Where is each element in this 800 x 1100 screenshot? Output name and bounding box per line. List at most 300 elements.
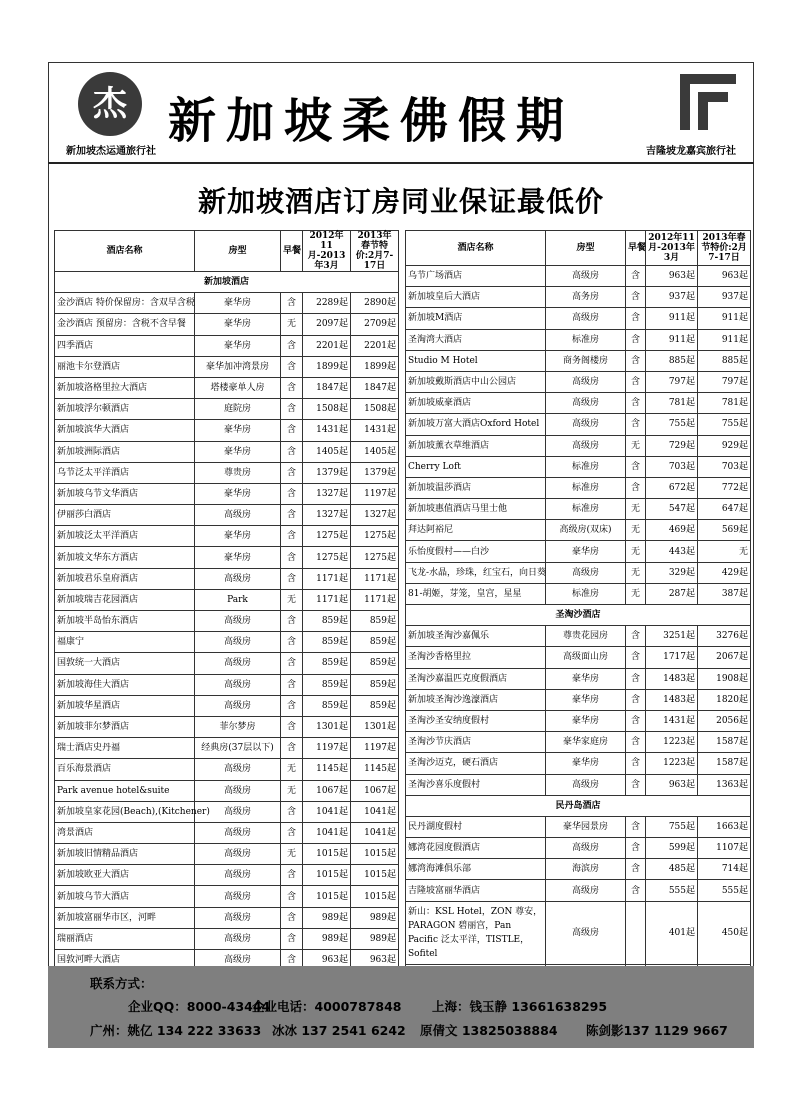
price-a: 1327起 [303, 505, 351, 526]
room-type: 高级房 [546, 308, 626, 329]
room-type: 尊贵房 [195, 462, 281, 483]
hotel-name: Cherry Loft [406, 456, 546, 477]
price-b: 1015起 [351, 886, 399, 907]
price-a: 1197起 [303, 738, 351, 759]
table-row [55, 462, 399, 483]
table-row [406, 414, 751, 435]
price-a: 1847起 [303, 377, 351, 398]
breakfast: 无 [626, 520, 646, 541]
price-a: 329起 [646, 562, 698, 583]
room-type: 豪华房 [195, 314, 281, 335]
room-type: 高级房 [195, 928, 281, 949]
breakfast: 含 [626, 689, 646, 710]
room-type: 高级房 [195, 950, 281, 971]
hotel-name: 湾景酒店 [55, 822, 195, 843]
breakfast: 含 [281, 865, 303, 886]
price-a: 555起 [646, 880, 698, 901]
hotel-name: 新加坡惠值酒店马里士他 [406, 499, 546, 520]
price-b: 569起 [698, 520, 751, 541]
breakfast: 含 [626, 668, 646, 689]
agency-name-left: 新加坡杰运通旅行社 [66, 146, 156, 157]
room-type: Park [195, 589, 281, 610]
price-a: 885起 [646, 350, 698, 371]
table-row [406, 435, 751, 456]
breakfast: 含 [626, 371, 646, 392]
price-b: 1041起 [351, 822, 399, 843]
room-type: 高级房 [546, 774, 626, 795]
breakfast: 含 [626, 732, 646, 753]
breakfast: 含 [626, 880, 646, 901]
price-b: 1301起 [351, 716, 399, 737]
price-a: 1379起 [303, 462, 351, 483]
room-type: 豪华房 [195, 441, 281, 462]
price-b: 2067起 [698, 647, 751, 668]
table-row [55, 780, 399, 801]
col-room-type: 房型 [195, 231, 281, 272]
price-a: 911起 [646, 329, 698, 350]
table-row [55, 844, 399, 865]
shanghai-contact: 钱玉静 13661638295 [469, 999, 608, 1014]
table-row [55, 356, 399, 377]
price-a: 1275起 [303, 547, 351, 568]
price-a: 2097起 [303, 314, 351, 335]
price-a: 1171起 [303, 568, 351, 589]
room-type: 高级房 [195, 907, 281, 928]
table-row [406, 308, 751, 329]
table-row [406, 774, 751, 795]
price-b: 797起 [698, 371, 751, 392]
hotel-name: 新加坡薰衣草维酒店 [406, 435, 546, 456]
price-a: 755起 [646, 816, 698, 837]
qq-label: 企业QQ： [128, 999, 187, 1014]
room-type: 豪华房 [195, 526, 281, 547]
hotel-name: 伊丽莎白酒店 [55, 505, 195, 526]
hotel-name: 圣淘沙喜乐度假村 [406, 774, 546, 795]
guangzhou-contact-3: 原倩文 13825038884 [420, 1023, 558, 1038]
table-row [55, 738, 399, 759]
price-b: 1067起 [351, 780, 399, 801]
price-a: 1015起 [303, 865, 351, 886]
col-breakfast: 早餐 [281, 231, 303, 272]
room-type: 高级房 [546, 838, 626, 859]
hotel-name: 民丹湖度假村 [406, 816, 546, 837]
price-a: 469起 [646, 520, 698, 541]
price-b: 859起 [351, 695, 399, 716]
room-type: 高级房 [195, 759, 281, 780]
breakfast: 含 [281, 738, 303, 759]
page-headline: 新加坡酒店订房同业保证最低价 [197, 185, 604, 218]
room-type: 高级房 [546, 371, 626, 392]
breakfast: 含 [281, 928, 303, 949]
hotel-name: 丽池卡尔登酒店 [55, 356, 195, 377]
contact-shanghai [432, 997, 607, 1015]
hotel-name: 新加坡欧亚大酒店 [55, 865, 195, 886]
price-b: 1015起 [351, 844, 399, 865]
agency-name-right: 吉隆坡龙嘉宾旅行社 [646, 146, 736, 157]
table-row [406, 583, 751, 604]
hotel-table-left [54, 230, 399, 971]
col-price-a: 2012年11月-2013年3月 [303, 231, 351, 272]
shanghai-label: 上海： [432, 999, 470, 1014]
hotel-name: 福康宁 [55, 632, 195, 653]
table-row [55, 907, 399, 928]
breakfast: 无 [281, 780, 303, 801]
room-type: 高级房 [195, 844, 281, 865]
breakfast: 含 [281, 695, 303, 716]
breakfast: 含 [281, 801, 303, 822]
table-header [55, 231, 399, 272]
breakfast: 含 [626, 859, 646, 880]
breakfast: 含 [626, 647, 646, 668]
breakfast: 含 [281, 377, 303, 398]
room-type: 豪华园景房 [546, 816, 626, 837]
room-type: 标准房 [546, 456, 626, 477]
room-type: 标准房 [546, 499, 626, 520]
price-a: 1301起 [303, 716, 351, 737]
breakfast: 含 [281, 462, 303, 483]
hotel-name: 新加坡皇后大酒店 [406, 287, 546, 308]
table-row [406, 520, 751, 541]
room-type: 高级房 [195, 780, 281, 801]
breakfast: 含 [281, 886, 303, 907]
hotel-name: 金沙酒店 预留房：含税不含早餐 [55, 314, 195, 335]
table-row [406, 456, 751, 477]
price-b: 555起 [698, 880, 751, 901]
price-b: 1145起 [351, 759, 399, 780]
room-type: 高级房 [546, 393, 626, 414]
price-a: 3251起 [646, 626, 698, 647]
room-type: 高级房 [546, 414, 626, 435]
room-type: 高级面山房 [546, 647, 626, 668]
agency-logo-left: 杰 [78, 72, 142, 136]
price-a: 989起 [303, 928, 351, 949]
table-row [406, 901, 751, 964]
room-type: 高级房 [546, 901, 626, 964]
table-row [55, 441, 399, 462]
table-row [406, 541, 751, 562]
table-row [55, 589, 399, 610]
price-b: 859起 [351, 674, 399, 695]
breakfast: 含 [281, 483, 303, 504]
price-a: 859起 [303, 653, 351, 674]
hotel-name: 圣淘沙节庆酒店 [406, 732, 546, 753]
breakfast: 无 [281, 589, 303, 610]
breakfast: 含 [281, 293, 303, 314]
room-type: 高级房 [195, 801, 281, 822]
table-header [406, 231, 751, 266]
room-type: 高级房 [195, 695, 281, 716]
table-row [55, 377, 399, 398]
room-type: 标准房 [546, 583, 626, 604]
table-row [406, 880, 751, 901]
table-row [406, 562, 751, 583]
hotel-name: 新加坡戴斯酒店中山公园店 [406, 371, 546, 392]
price-a: 1223起 [646, 732, 698, 753]
room-type: 高级房 [195, 674, 281, 695]
table-row [55, 674, 399, 695]
room-type: 豪华房 [546, 689, 626, 710]
price-a: 1041起 [303, 801, 351, 822]
room-type: 高级房 [195, 568, 281, 589]
phone-number: 4000787848 [314, 999, 402, 1014]
price-a: 1327起 [303, 483, 351, 504]
breakfast: 含 [281, 950, 303, 971]
table-row [55, 928, 399, 949]
hotel-name: 新加坡皇家花园(Beach),(Kitchener) [55, 801, 195, 822]
col-hotel-name: 酒店名称 [406, 231, 546, 266]
hotel-name: 乌节泛太平洋酒店 [55, 462, 195, 483]
room-type: 豪华房 [195, 293, 281, 314]
price-b: 1899起 [351, 356, 399, 377]
price-a: 911起 [646, 308, 698, 329]
hotel-name: 新加坡华星酒店 [55, 695, 195, 716]
hotel-table-right [405, 230, 751, 986]
breakfast: 含 [281, 335, 303, 356]
price-a: 1171起 [303, 589, 351, 610]
price-b: 937起 [698, 287, 751, 308]
room-type: 商务阁楼房 [546, 350, 626, 371]
table-row [406, 393, 751, 414]
hotel-name: 拜达阿裕尼 [406, 520, 546, 541]
hotel-name: Studio M Hotel [406, 350, 546, 371]
price-b: 755起 [698, 414, 751, 435]
price-a: 729起 [646, 435, 698, 456]
breakfast: 含 [281, 399, 303, 420]
room-type: 高级房 [546, 562, 626, 583]
hotel-name: 瑞士酒店史丹福 [55, 738, 195, 759]
breakfast: 含 [626, 838, 646, 859]
room-type: 豪华家庭房 [546, 732, 626, 753]
breakfast: 含 [626, 710, 646, 731]
breakfast: 含 [281, 822, 303, 843]
price-a: 1431起 [646, 710, 698, 731]
price-a: 1067起 [303, 780, 351, 801]
hotel-name: 飞龙-水晶，珍珠，红宝石，向日葵 [406, 562, 546, 583]
room-type: 庭院房 [195, 399, 281, 420]
table-row [55, 526, 399, 547]
breakfast: 含 [281, 716, 303, 737]
table-row [55, 483, 399, 504]
hotel-name: 瑞丽酒店 [55, 928, 195, 949]
price-a: 1508起 [303, 399, 351, 420]
room-type: 高级房(双床) [546, 520, 626, 541]
table-row [406, 753, 751, 774]
room-type: 豪华加冲湾景房 [195, 356, 281, 377]
room-type: 尊贵花园房 [546, 626, 626, 647]
price-b: 911起 [698, 329, 751, 350]
breakfast: 含 [281, 505, 303, 526]
price-b: 1663起 [698, 816, 751, 837]
col-price-b: 2013年春节特价:2月7-17日 [351, 231, 399, 272]
price-a: 1145起 [303, 759, 351, 780]
price-b: 387起 [698, 583, 751, 604]
price-a: 672起 [646, 477, 698, 498]
table-row [55, 611, 399, 632]
phone-label: 企业电话： [252, 999, 315, 1014]
col-price-b: 2013年春节特价:2月7-17日 [698, 231, 751, 266]
price-b: 1275起 [351, 547, 399, 568]
hotel-name: 新加坡海佳大酒店 [55, 674, 195, 695]
contact-label: 联系方式： [90, 976, 153, 991]
price-b: 1197起 [351, 483, 399, 504]
price-a: 1223起 [646, 753, 698, 774]
hotel-name: 圣淘沙迈克，硬石酒店 [406, 753, 546, 774]
price-a: 443起 [646, 541, 698, 562]
table-row [406, 266, 751, 287]
price-b: 963起 [698, 266, 751, 287]
room-type: 豪华房 [195, 420, 281, 441]
price-b: 2201起 [351, 335, 399, 356]
price-b: 429起 [698, 562, 751, 583]
room-type: 菲尔梦房 [195, 716, 281, 737]
qq-number: 8000-43444 [186, 999, 271, 1014]
hotel-name: 娜湾花园度假酒店 [406, 838, 546, 859]
room-type: 高级房 [195, 505, 281, 526]
price-a: 599起 [646, 838, 698, 859]
breakfast: 含 [281, 611, 303, 632]
room-type: 经典房(37层以下) [195, 738, 281, 759]
price-b: 1275起 [351, 526, 399, 547]
hotel-name: 四季酒店 [55, 335, 195, 356]
price-a: 1275起 [303, 526, 351, 547]
price-b: 1363起 [698, 774, 751, 795]
hotel-name: 乌节广场酒店 [406, 266, 546, 287]
hotel-name: 新加坡泛太平洋酒店 [55, 526, 195, 547]
room-type: 标准房 [546, 477, 626, 498]
section-title: 新加坡酒店 [55, 272, 399, 293]
breakfast: 含 [281, 632, 303, 653]
table-row [406, 371, 751, 392]
section-title: 圣淘沙酒店 [406, 605, 751, 626]
price-a: 401起 [646, 901, 698, 964]
table-row [406, 350, 751, 371]
breakfast: 无 [626, 541, 646, 562]
breakfast: 含 [626, 414, 646, 435]
col-price-a: 2012年11月-2013年3月 [646, 231, 698, 266]
price-b: 1587起 [698, 753, 751, 774]
price-b: 1041起 [351, 801, 399, 822]
price-b: 1820起 [698, 689, 751, 710]
price-a: 937起 [646, 287, 698, 308]
room-type: 高级房 [195, 865, 281, 886]
price-a: 1717起 [646, 647, 698, 668]
price-b: 2709起 [351, 314, 399, 335]
price-b: 911起 [698, 308, 751, 329]
price-b: 885起 [698, 350, 751, 371]
price-b: 1171起 [351, 568, 399, 589]
table-row [406, 287, 751, 308]
hotel-name: 圣淘沙圣安纳度假村 [406, 710, 546, 731]
hotel-name: 新加坡威豪酒店 [406, 393, 546, 414]
room-type: 塔楼豪单人房 [195, 377, 281, 398]
price-a: 287起 [646, 583, 698, 604]
hotel-name: 乐怡度假村——白沙 [406, 541, 546, 562]
breakfast: 无 [626, 435, 646, 456]
table-row [406, 710, 751, 731]
price-b: 2056起 [698, 710, 751, 731]
breakfast: 含 [281, 441, 303, 462]
hotel-name: 国敦统一大酒店 [55, 653, 195, 674]
table-row [55, 335, 399, 356]
price-b: 772起 [698, 477, 751, 498]
hotel-name: 新加坡圣淘沙逸濠酒店 [406, 689, 546, 710]
room-type: 豪华房 [546, 541, 626, 562]
table-row [55, 632, 399, 653]
breakfast: 含 [626, 287, 646, 308]
hotel-name: 新加坡瑞吉花园酒店 [55, 589, 195, 610]
table-row [55, 399, 399, 420]
table-row [55, 886, 399, 907]
breakfast: 含 [281, 526, 303, 547]
table-row [406, 499, 751, 520]
room-type: 豪华房 [195, 547, 281, 568]
price-a: 1015起 [303, 886, 351, 907]
breakfast: 无 [281, 759, 303, 780]
hotel-name: 新加坡洲际酒店 [55, 441, 195, 462]
table-row [55, 716, 399, 737]
hotel-name: 新加坡半岛怡东酒店 [55, 611, 195, 632]
price-b: 859起 [351, 653, 399, 674]
col-room-type: 房型 [546, 231, 626, 266]
breakfast: 含 [281, 356, 303, 377]
hotel-name: 国敦河畔大酒店 [55, 950, 195, 971]
table-row [406, 647, 751, 668]
breakfast: 含 [281, 674, 303, 695]
breakfast: 含 [626, 350, 646, 371]
breakfast: 含 [626, 753, 646, 774]
breakfast: 含 [626, 626, 646, 647]
table-row [55, 293, 399, 314]
price-b: 1379起 [351, 462, 399, 483]
price-b: 1908起 [698, 668, 751, 689]
price-b: 859起 [351, 632, 399, 653]
hotel-name: 娜湾海滩俱乐部 [406, 859, 546, 880]
price-a: 1405起 [303, 441, 351, 462]
breakfast: 含 [626, 774, 646, 795]
room-type: 豪华房 [546, 668, 626, 689]
guangzhou-label: 广州： [90, 1023, 128, 1038]
room-type: 豪华房 [546, 710, 626, 731]
table-row [55, 759, 399, 780]
price-a: 859起 [303, 632, 351, 653]
table-row [55, 822, 399, 843]
hotel-name: 新加坡洛格里拉大酒店 [55, 377, 195, 398]
price-a: 2289起 [303, 293, 351, 314]
price-b: 989起 [351, 928, 399, 949]
price-b: 无 [698, 541, 751, 562]
table-row [55, 420, 399, 441]
header-divider [48, 162, 754, 164]
guangzhou-contact-2: 冰冰 137 2541 6242 [272, 1023, 406, 1038]
table-row [406, 668, 751, 689]
price-b: 714起 [698, 859, 751, 880]
price-b: 1197起 [351, 738, 399, 759]
table-row [406, 859, 751, 880]
hotel-name: 新加坡滨华大酒店 [55, 420, 195, 441]
price-a: 781起 [646, 393, 698, 414]
room-type: 高级房 [546, 266, 626, 287]
breakfast: 含 [281, 653, 303, 674]
room-type: 豪华房 [546, 753, 626, 774]
price-a: 1041起 [303, 822, 351, 843]
breakfast: 含 [281, 568, 303, 589]
price-b: 1327起 [351, 505, 399, 526]
hotel-name: 新加坡旧情精品酒店 [55, 844, 195, 865]
hotel-name: 新加坡富丽华市区，河畔 [55, 907, 195, 928]
hotel-name: 新加坡菲尔梦酒店 [55, 716, 195, 737]
price-b: 1847起 [351, 377, 399, 398]
price-b: 963起 [351, 950, 399, 971]
